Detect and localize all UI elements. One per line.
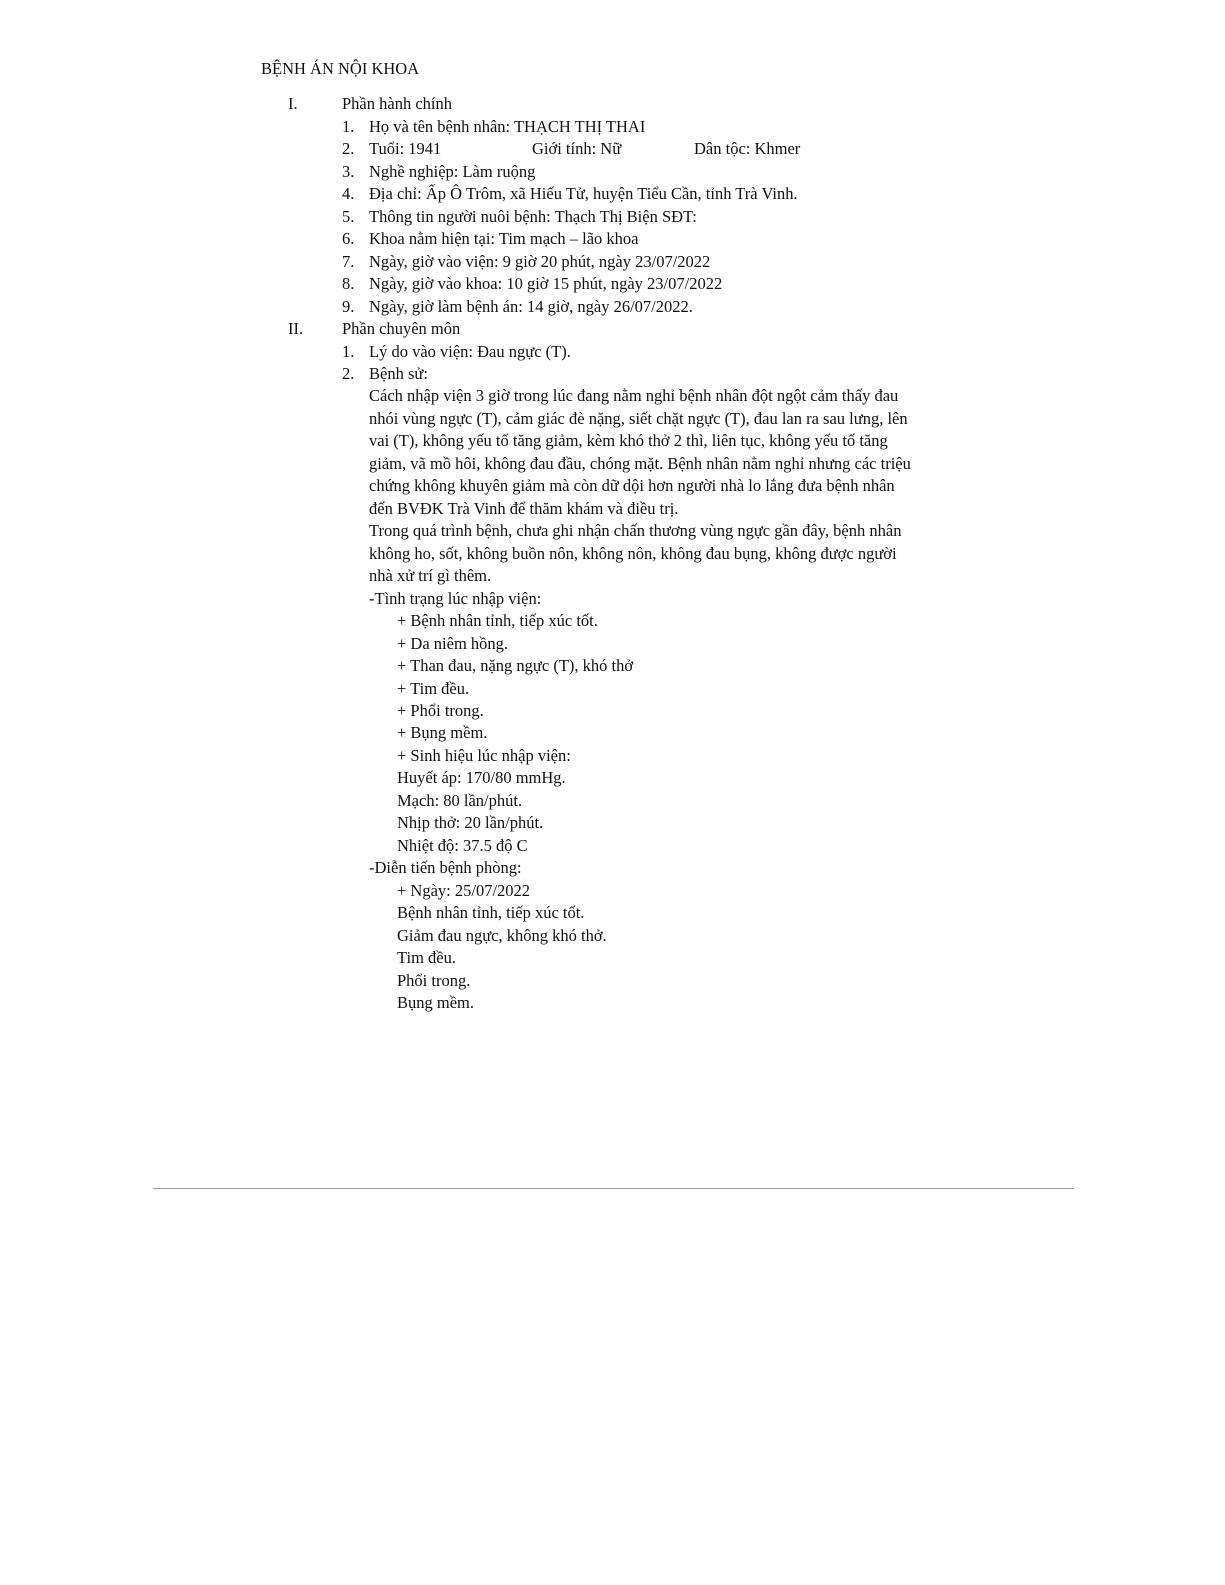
progress-line: Phổi trong. (397, 971, 471, 990)
section-2-title: Phần chuyên môn (342, 319, 461, 338)
caregiver-info: Thông tin người nuôi bệnh: Thạch Thị Biện SĐT: (369, 207, 697, 226)
patient-address: Địa chỉ: Ấp Ô Trôm, xã Hiếu Tử, huyện Tiểu Cần, tỉnh Trà Vinh. (369, 184, 798, 203)
record-creation-time: Ngày, giờ làm bệnh án: 14 giờ, ngày 26/07/2022. (369, 297, 693, 316)
history-line: không ho, sốt, không buồn nôn, không nôn, không đau bụng, không được người (369, 544, 897, 563)
section-1-item-6-number: 6. (342, 229, 355, 248)
vital-temperature: Nhiệt độ: 37.5 độ C (397, 836, 528, 855)
admission-status-heading: -Tình trạng lúc nhập viện: (369, 589, 542, 608)
section-1-item-2-number: 2. (342, 139, 355, 158)
progress-line: Tim đều. (397, 948, 456, 967)
admission-status-line: + Tim đều. (397, 679, 470, 698)
department-admission-time: Ngày, giờ vào khoa: 10 giờ 15 phút, ngày 23/07/2022 (369, 274, 723, 293)
history-line: vai (T), không yếu tố tăng giảm, kèm khó thở 2 thì, liên tục, không yếu tố tăng (369, 431, 888, 450)
section-1-item-5-number: 5. (342, 207, 355, 226)
section-1-item-7-number: 7. (342, 252, 355, 271)
document-title: BỆNH ÁN NỘI KHOA (261, 59, 420, 78)
patient-name: Họ và tên bệnh nhân: THẠCH THỊ THAI (369, 117, 646, 136)
section-1-title: Phần hành chính (342, 94, 452, 113)
admission-status-line: + Sinh hiệu lúc nhập viện: (397, 746, 571, 765)
page-divider (153, 1188, 1074, 1189)
admission-status-line: + Bụng mềm. (397, 723, 488, 742)
admission-status-line: + Bệnh nhân tỉnh, tiếp xúc tốt. (397, 611, 598, 630)
vital-pulse: Mạch: 80 lần/phút. (397, 791, 523, 810)
progress-line: + Ngày: 25/07/2022 (397, 881, 531, 900)
admission-status-line: + Than đau, nặng ngực (T), khó thở (397, 656, 634, 675)
section-1-numeral: I. (288, 94, 298, 113)
section-1-item-9-number: 9. (342, 297, 355, 316)
history-line: nhà xử trí gì thêm. (369, 566, 492, 585)
history-line: chứng không khuyên giảm mà còn dữ dội hơn người nhà lo lắng đưa bệnh nhân (369, 476, 895, 495)
history-line: Trong quá trình bệnh, chưa ghi nhận chấn thương vùng ngực gần đây, bệnh nhân (369, 521, 902, 540)
history-line: đến BVĐK Trà Vinh để thăm khám và điều trị. (369, 499, 679, 518)
patient-age: Tuổi: 1941 (369, 139, 442, 158)
section-1-item-3-number: 3. (342, 162, 355, 181)
admission-status-line: + Da niêm hồng. (397, 634, 509, 653)
admission-reason: Lý do vào viện: Đau ngực (T). (369, 342, 571, 361)
history-line: Cách nhập viện 3 giờ trong lúc đang nằm nghỉ bệnh nhân đột ngột cảm thấy đau (369, 386, 899, 405)
patient-gender: Giới tính: Nữ (532, 139, 622, 158)
section-1-item-8-number: 8. (342, 274, 355, 293)
history-line: giảm, vã mồ hôi, không đau đầu, chóng mặt. Bệnh nhân nằm nghỉ nhưng các triệu (369, 454, 911, 473)
vital-respiratory-rate: Nhịp thở: 20 lần/phút. (397, 813, 544, 832)
progress-line: Giảm đau ngực, không khó thở. (397, 926, 607, 945)
progress-heading: -Diễn tiến bệnh phòng: (369, 858, 522, 877)
section-1-item-4-number: 4. (342, 184, 355, 203)
section-2-item-2-number: 2. (342, 364, 355, 383)
hospital-admission-time: Ngày, giờ vào viện: 9 giờ 20 phút, ngày 23/07/2022 (369, 252, 711, 271)
patient-occupation: Nghề nghiệp: Làm ruộng (369, 162, 536, 181)
medical-history-heading: Bệnh sử: (369, 364, 428, 383)
section-2-numeral: II. (288, 319, 304, 338)
section-1-item-1-number: 1. (342, 117, 355, 136)
progress-line: Bệnh nhân tỉnh, tiếp xúc tốt. (397, 903, 585, 922)
section-2-item-1-number: 1. (342, 342, 355, 361)
current-department: Khoa nằm hiện tại: Tim mạch – lão khoa (369, 229, 639, 248)
progress-line: Bụng mềm. (397, 993, 474, 1012)
history-line: nhói vùng ngực (T), cảm giác đè nặng, siết chặt ngực (T), đau lan ra sau lưng, lên (369, 409, 908, 428)
admission-status-line: + Phổi trong. (397, 701, 484, 720)
patient-ethnicity: Dân tộc: Khmer (694, 139, 801, 158)
vital-blood-pressure: Huyết áp: 170/80 mmHg. (397, 768, 566, 787)
